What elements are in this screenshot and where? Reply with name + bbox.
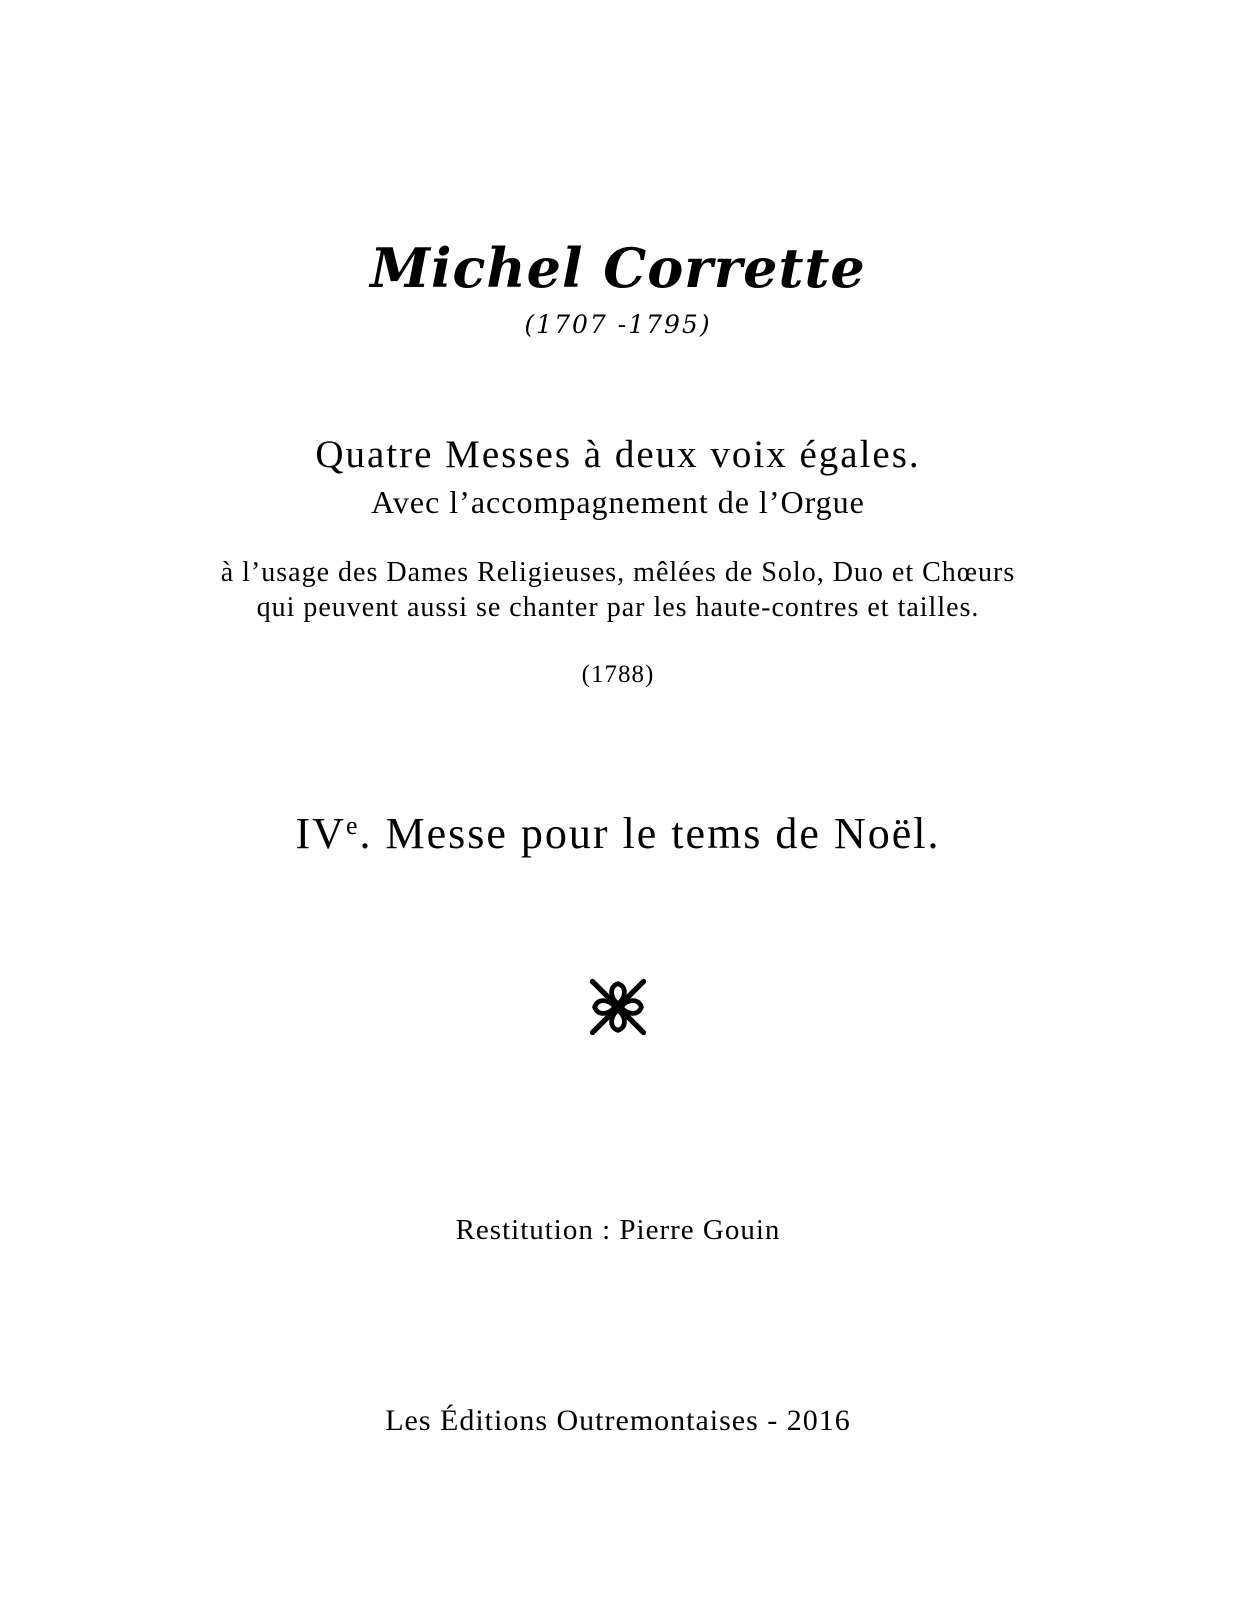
work-title <box>0 808 1236 859</box>
composer-name: Michel Corrette <box>370 236 866 300</box>
ornament-row <box>0 975 1236 1045</box>
collection-title: Quatre Messes à deux voix égales. <box>315 433 921 476</box>
collection-subtitle: Avec l’accompagnement de l’Orgue <box>371 484 865 520</box>
work-title-rest: . Messe pour le tems de Noël. <box>359 809 941 858</box>
composer-dates: (1707 -1795) <box>524 310 712 339</box>
fleuron-ornament-icon <box>584 975 652 1039</box>
work-ordinal-suffix: e <box>345 811 360 840</box>
publisher-imprint: Les Éditions Outremontaises - 2016 <box>385 1404 851 1437</box>
dedication-line-1: à l’usage des Dames Religieuses, mêlées de Solo, Duo et Chœurs <box>220 557 1016 588</box>
work-number: IV <box>295 809 346 858</box>
dedication-line-2: qui peuvent aussi se chanter par les haute-contres et tailles. <box>256 592 980 623</box>
restitution-credit: Restitution : Pierre Gouin <box>455 1214 781 1246</box>
collection-year: (1788) <box>581 661 655 688</box>
